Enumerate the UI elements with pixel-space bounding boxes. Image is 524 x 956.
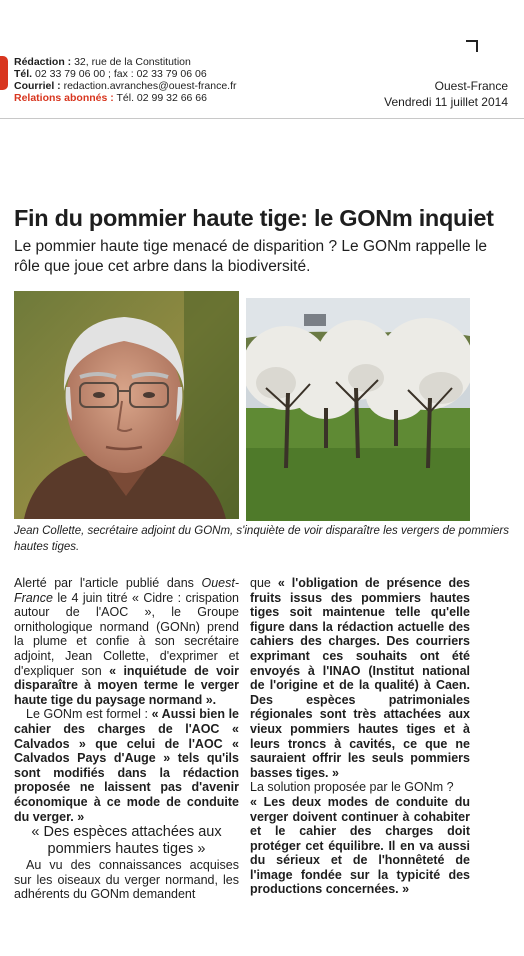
paragraph-connaissances: Au vu des connaissances acquises sur les oiseaux du verger normand, les adhérents du GONm demandent	[14, 858, 239, 902]
article-column-2	[250, 576, 470, 897]
photo-caption: Jean Collette, secrétaire adjoint du GONm, s'inquiète de voir disparaître les vergers de pommiers hautes tiges.	[14, 525, 510, 553]
orchard-photo	[246, 298, 470, 521]
paragraph-solution-question: La solution proposée par le GONm ?	[250, 780, 454, 795]
article-column-1	[14, 576, 239, 902]
article-title: Fin du pommier haute tige: le GONm inquiet	[14, 205, 494, 231]
contact-courriel: Courriel : redaction.avranches@ouest-france.fr	[14, 80, 237, 92]
crop-corner-mark	[466, 40, 478, 52]
contact-tel: Tél. 02 33 79 06 00 ; fax : 02 33 79 06 06	[14, 68, 207, 80]
paragraph-obligation: que « l'obligation de présence des fruits issus des pommiers hautes tiges soit maintenue telle qu'elle figure dans la rédaction actuelle des cahiers des charges. Des courriers exprimant ces souhaits ont été envoyés à l'INAO (Institut national de l'origine et de la qualité) à Caen. Des espèces patrimoniales régionales sont très attachées aux vieux pommiers hautes tiges et à leurs troncs à cavités, ce que ne sauraient offrir les seuls pommiers basses tiges. »	[250, 576, 470, 780]
publication-date: Vendredi 11 juillet 2014	[384, 95, 508, 109]
section-tab-marker	[0, 56, 8, 90]
contact-abonnes: Relations abonnés : Tél. 02 99 32 66 66	[14, 92, 207, 104]
contact-redaction: Rédaction : 32, rue de la Constitution	[14, 56, 191, 68]
pull-quote: « Des espèces attachées aux pommiers hautes tiges »	[31, 824, 222, 858]
header-divider	[0, 118, 524, 119]
paragraph-solution: « Les deux modes de conduite du verger doivent continuer à cohabiter et le cahier des charges doit protéger cet équilibre. Il en va aussi du sérieux et de l'honnêteté de l'image fondée sur la typicité des productions concernées. »	[250, 794, 470, 897]
newspaper-name: Ouest-France	[434, 79, 508, 93]
portrait-photo	[14, 291, 239, 519]
paragraph-formel: Le GONm est formel : « Aussi bien le cahier des charges de l'AOC « Calvados » que celui de l'AOC « Calvados Pays d'Auge » tels qu'ils sont modifiés dans la rédaction proposée ne laissent pas d'avenir économique à ce mode de conduite du verger. »	[14, 707, 239, 824]
article-lead: Le pommier haute tige menacé de disparition ? Le GONm rappelle le rôle que joue cet arbre dans la biodiversité.	[14, 238, 488, 275]
paragraph-intro: Alerté par l'article publié dans Ouest-France le 4 juin titré « Cidre : crispation autour de l'AOC », le Groupe ornithologique normand (GONn) prend la plume et confie à son secrétaire adjoint, Jean Collette, d'exprimer et d'expliquer son « inquiétude de voir disparaître à moyen terme le verger haute tige du paysage normand ».	[14, 576, 240, 707]
